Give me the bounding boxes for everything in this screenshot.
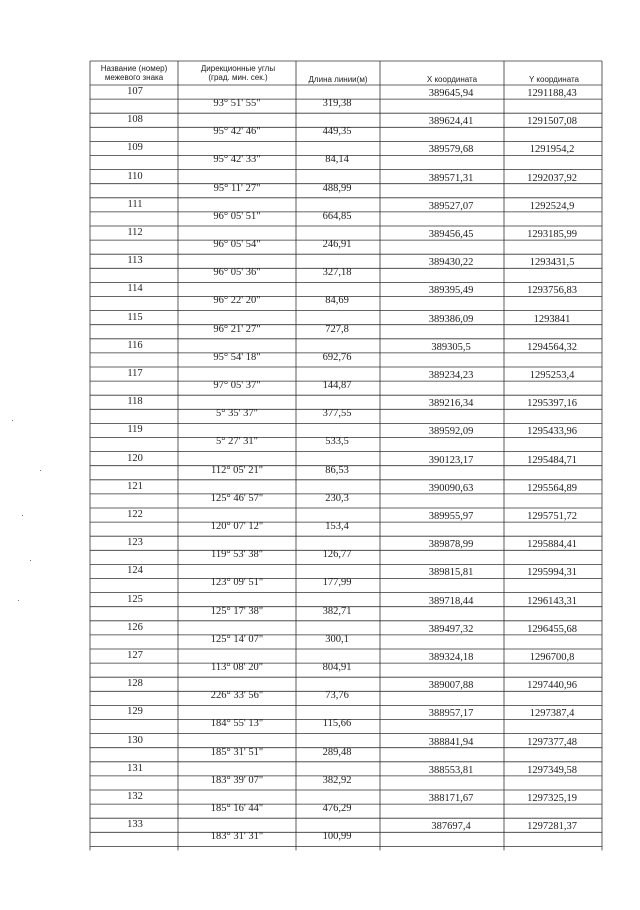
point-x: 389624,41 [428,116,474,128]
segment-length: 319,38 [322,98,352,109]
point-x: 389955,97 [428,511,474,522]
header-x: X координата [426,75,478,84]
header-name-line2: межевого знака [104,73,164,82]
point-name: 119 [127,424,143,436]
segment-length: 449,35 [322,126,352,138]
point-y: 1292524,9 [529,200,575,212]
point-x: 390090,63 [428,482,474,494]
point-y: 1296455,68 [527,623,577,635]
point-y: 1294564,32 [527,341,577,353]
segment-angle: 96° 22' 20" [213,295,261,307]
point-y: 1295564,89 [527,482,577,494]
segment-length: 377,55 [322,408,352,420]
segment-angle: 95° 42' 33" [213,154,261,166]
segment-angle: 5° 35' 37" [216,408,258,420]
segment-angle: 96° 05' 51" [213,210,261,222]
segment-angle: 125° 14' 07" [210,633,264,645]
point-name: 127 [127,650,143,661]
point-name: 133 [127,819,143,831]
segment-angle: 95° 11' 27" [213,182,261,194]
segment-length: 115,66 [322,718,352,730]
header-name [90,64,178,82]
segment-angle: 93° 51' 55" [213,98,261,109]
point-name: 132 [127,791,143,802]
point-x: 389579,68 [428,144,474,156]
segment-length: 84,69 [325,295,349,307]
point-x: 389815,81 [428,567,474,579]
point-name: 109 [127,142,143,154]
point-y: 1295884,41 [527,539,577,551]
segment-angle: 123° 09' 51" [210,577,264,589]
header-length: Длина линии(м) [308,75,368,84]
point-x: 389645,94 [428,88,474,99]
point-name: 122 [127,509,143,520]
segment-angle: 95° 42' 46" [213,126,261,138]
header-angle-line2: (град. мин. сек.) [208,73,268,82]
header-y: Y координата [528,75,580,84]
point-y: 1295994,31 [527,567,577,579]
segment-length: 230,3 [325,492,349,504]
point-y: 1297377,48 [527,736,577,748]
point-y: 1291954,2 [529,144,575,156]
scan-speck [22,515,23,516]
point-name: 131 [127,762,143,774]
segment-angle: 96° 05' 36" [213,267,261,279]
segment-length: 382,92 [322,774,352,786]
point-name: 110 [127,170,143,182]
segment-length: 488,99 [322,182,352,194]
point-name: 113 [127,255,143,267]
point-x: 388171,67 [428,793,474,804]
segment-angle: 183° 39' 07" [210,774,264,786]
segment-angle: 97° 05' 37" [213,380,261,391]
point-x: 389234,23 [428,370,474,381]
segment-angle: 5° 27' 31" [216,436,258,448]
point-name: 114 [127,283,143,295]
header-angle [186,64,290,82]
segment-length: 126,77 [322,549,352,561]
point-name: 107 [127,86,143,97]
segment-angle: 185° 16' 44" [210,803,264,814]
point-x: 389878,99 [428,539,474,551]
segment-length: 73,76 [325,690,349,702]
point-x: 389571,31 [428,172,474,184]
segment-length: 533,5 [325,436,349,448]
point-y: 1297349,58 [527,764,577,776]
point-y: 1293185,99 [527,229,577,240]
segment-length: 289,48 [322,746,352,758]
point-name: 117 [127,368,143,379]
point-y: 1295433,96 [527,426,577,438]
point-name: 120 [127,452,143,464]
point-name: 130 [127,734,143,746]
point-x: 389007,88 [428,680,474,692]
scan-speck [12,420,13,421]
point-name: 118 [127,396,143,408]
scan-speck [30,560,31,561]
point-x: 389456,45 [428,229,474,240]
point-name: 115 [127,311,143,323]
point-x: 390123,17 [428,454,474,466]
segment-angle: 125° 46' 57" [210,492,264,504]
point-x: 389305,5 [431,341,471,353]
point-x: 388553,81 [428,764,474,776]
point-name: 116 [127,339,143,351]
point-x: 389386,09 [428,313,474,325]
point-x: 389527,07 [428,200,474,212]
point-y: 1295484,71 [527,454,577,466]
segment-length: 476,29 [322,803,352,814]
point-x: 389324,18 [428,652,474,663]
point-name: 128 [127,678,143,690]
segment-angle: 183° 31' 31" [210,831,264,843]
point-y: 1295397,16 [527,398,577,410]
point-y: 1292037,92 [527,172,577,184]
point-y: 1291188,43 [527,88,577,99]
point-x: 388841,94 [428,736,474,748]
segment-length: 727,8 [325,323,349,335]
segment-angle: 96° 05' 54" [213,239,261,250]
segment-angle: 119° 53' 38" [211,549,263,561]
segment-angle: 120° 07' 12" [210,521,264,532]
point-x: 389395,49 [428,285,474,297]
point-x: 389430,22 [428,257,474,269]
point-name: 123 [127,537,143,549]
segment-length: 246,91 [322,239,352,250]
point-name: 112 [127,227,143,238]
segment-length: 300,1 [325,633,349,645]
point-x: 388957,17 [428,708,474,720]
point-y: 1297387,4 [529,708,575,720]
point-y: 1295751,72 [527,511,577,522]
segment-angle: 96° 21' 27" [213,323,261,335]
segment-length: 664,85 [322,210,352,222]
point-x: 389216,34 [428,398,474,410]
segment-length: 84,14 [325,154,349,166]
point-y: 1297325,19 [527,793,577,804]
point-name: 124 [127,565,143,577]
point-y: 1297440,96 [527,680,577,692]
segment-angle: 226° 33' 56" [210,690,264,702]
segment-length: 804,91 [322,662,352,673]
point-x: 387697,4 [431,821,471,833]
segment-angle: 125° 17' 38" [210,605,264,617]
point-y: 1293431,5 [529,257,575,269]
point-y: 1293756,83 [527,285,577,297]
scan-speck [18,600,19,601]
segment-length: 86,53 [325,464,349,476]
segment-length: 153,4 [325,521,349,532]
point-x: 389592,09 [428,426,474,438]
segment-length: 144,87 [322,380,352,391]
point-name: 126 [127,621,143,633]
segment-angle: 113° 08' 20" [211,662,263,673]
point-y: 1295253,4 [529,370,575,381]
segment-length: 382,71 [322,605,352,617]
scan-speck [40,470,41,471]
point-y: 1293841 [533,313,571,325]
point-name: 111 [127,198,143,210]
segment-length: 327,18 [322,267,352,279]
point-x: 389718,44 [428,595,474,607]
segment-angle: 185° 31' 51" [210,746,264,758]
segment-length: 100,99 [322,831,352,843]
point-name: 108 [127,114,143,126]
point-y: 1297281,37 [527,821,577,833]
point-y: 1291507,08 [527,116,577,128]
segment-length: 692,76 [322,351,352,363]
point-name: 125 [127,593,143,605]
point-y: 1296143,31 [527,595,577,607]
segment-angle: 184° 55' 13" [210,718,264,730]
point-y: 1296700,8 [529,652,575,663]
point-x: 389497,32 [428,623,474,635]
header-name-line1: Название (номер) [100,64,168,73]
segment-angle: 112° 05' 21" [211,464,263,476]
point-name: 121 [127,480,143,492]
point-name: 129 [127,706,143,718]
segment-length: 177,99 [322,577,352,589]
header-angle-line1: Дирекционные углы [200,64,276,73]
segment-angle: 95° 54' 18" [213,351,261,363]
